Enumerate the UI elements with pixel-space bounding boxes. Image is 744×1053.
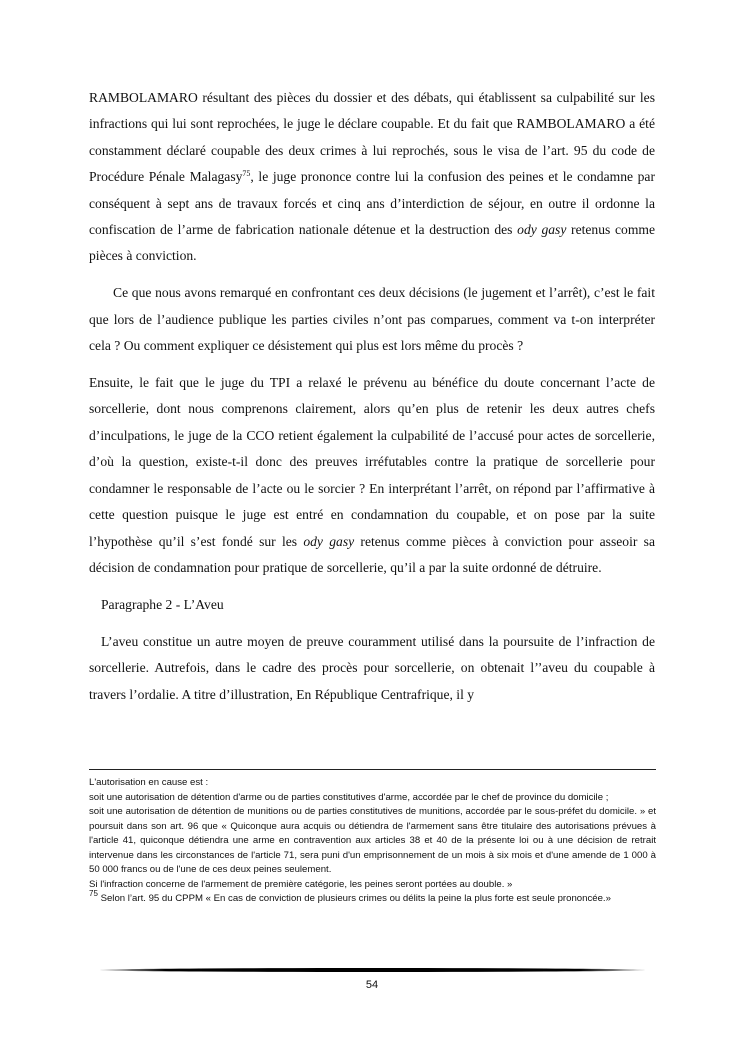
paragraph-3-text-end: retenus comme pièces à conviction pour asseoir sa décision de condamnation pour pratique de sorcellerie, qu’il a par la suite ordonné de détruire. <box>89 533 655 575</box>
paragraph-1 <box>89 85 655 270</box>
footnote-separator <box>89 769 656 770</box>
footnote-75-text: Selon l’art. 95 du CPPM « En cas de conviction de plusieurs crimes ou délits la peine la plus forte est seule prononcée.» <box>97 893 611 904</box>
italic-term: ody gasy <box>303 533 355 549</box>
footnote-ref-75: 75 <box>242 169 251 179</box>
paragraph-1-text: RAMBOLAMARO résultant des pièces du dossier et des débats, qui établissent sa culpabilité sur les infractions qui lui sont reprochées, le juge le déclare coupable. Et du fait que RAMBOLAMARO a été constamment déclaré coupable des deux crimes à lui reprochés, sous le visa de l’art. 95 du code de Procédure Pénale Malagasy <box>89 90 655 185</box>
paragraph-1-text-cont: , le juge prononce contre lui la confusion des peines et le condamne par conséquent à sept ans de travaux forcés et cinq ans d’interdiction de séjour, en outre il ordonne la confiscation de l’arme de fabrication nationale détenue et la destruction des <box>89 169 655 238</box>
footer-rule <box>100 968 645 972</box>
footnotes <box>89 776 656 907</box>
paragraph-4: L’aveu constitue un autre moyen de preuve couramment utilisé dans la poursuite de l’infraction de sorcellerie. Autrefois, dans le cadre des procès pour sorcellerie, on obtenait l’’aveu du coupable à travers l’ordalie. A titre d’illustration, En République Centrafrique, il y <box>89 633 655 702</box>
italic-term: ody gasy <box>517 222 567 238</box>
footnote-line: Si l'infraction concerne de l'armement de première catégorie, les peines seront portées au double. » <box>89 878 513 890</box>
footnote-line: L'autorisation en cause est : <box>89 777 209 788</box>
paragraph-3-text: Ensuite, le fait que le juge du TPI a relaxé le prévenu au bénéfice du doute concernant l’acte de sorcellerie, dont nous comprenons clairement, alors qu’en plus de retenir les deux autres chefs d’inculpations, le juge de la CCO retient également la culpabilité de l’accusé pour actes de sorcellerie, d’où la question, existe-t-il donc des preuves irréfutables contre la pratique de sorcellerie pour condamner le responsable de l’acte ou le sorcier ? En interprétant l’arrêt, on répond par l’affirmative à cette question puisque le juge est entré en condamnation du coupable, et on pose par la suite l’hypothèse qu’il s’est fondé sur les <box>89 375 655 549</box>
footnote-75 <box>89 889 656 907</box>
footnote-number: 75 <box>89 889 98 898</box>
body-text <box>89 85 655 718</box>
paragraph-2: Ce que nous avons remarqué en confrontant ces deux décisions (le jugement et l’arrêt), c’est le fait que lors de l’audience publique les parties civiles n’ont pas comparues, comment va t-on interpréter cela ? Ou comment expliquer ce désistement qui plus est lors même du procès ? <box>89 285 655 354</box>
section-heading: Paragraphe 2 - L’Aveu <box>101 596 224 612</box>
footnote-line: soit une autorisation de détention de munitions ou de parties constitutives de munitions, accordée par le sous-préfet du domicile. » et poursuit dans son art. 96 que « Quiconque aura acquis ou détiendra de l'armement sans être titulaire des autorisations prévues à l'article 41, quiconque détiendra une arme en contravention aux articles 38 et 40 de la présente loi ou à une décision de retrait intervenue dans les circonstances de l'article 71, sera puni d'un emprisonnement de un mois à six mois et d'une amende de 1 000 à 50 000 francs ou de l'une de ces deux peines seulement. <box>89 806 656 875</box>
page-number: 54 <box>365 979 379 991</box>
paragraph-3 <box>89 370 655 581</box>
paragraph-1-text-end: retenus comme pièces à conviction. <box>89 222 655 264</box>
footnote-line: soit une autorisation de détention d'arme ou de parties constitutives d'arme, accordée par le chef de province du domicile ; <box>89 791 609 803</box>
